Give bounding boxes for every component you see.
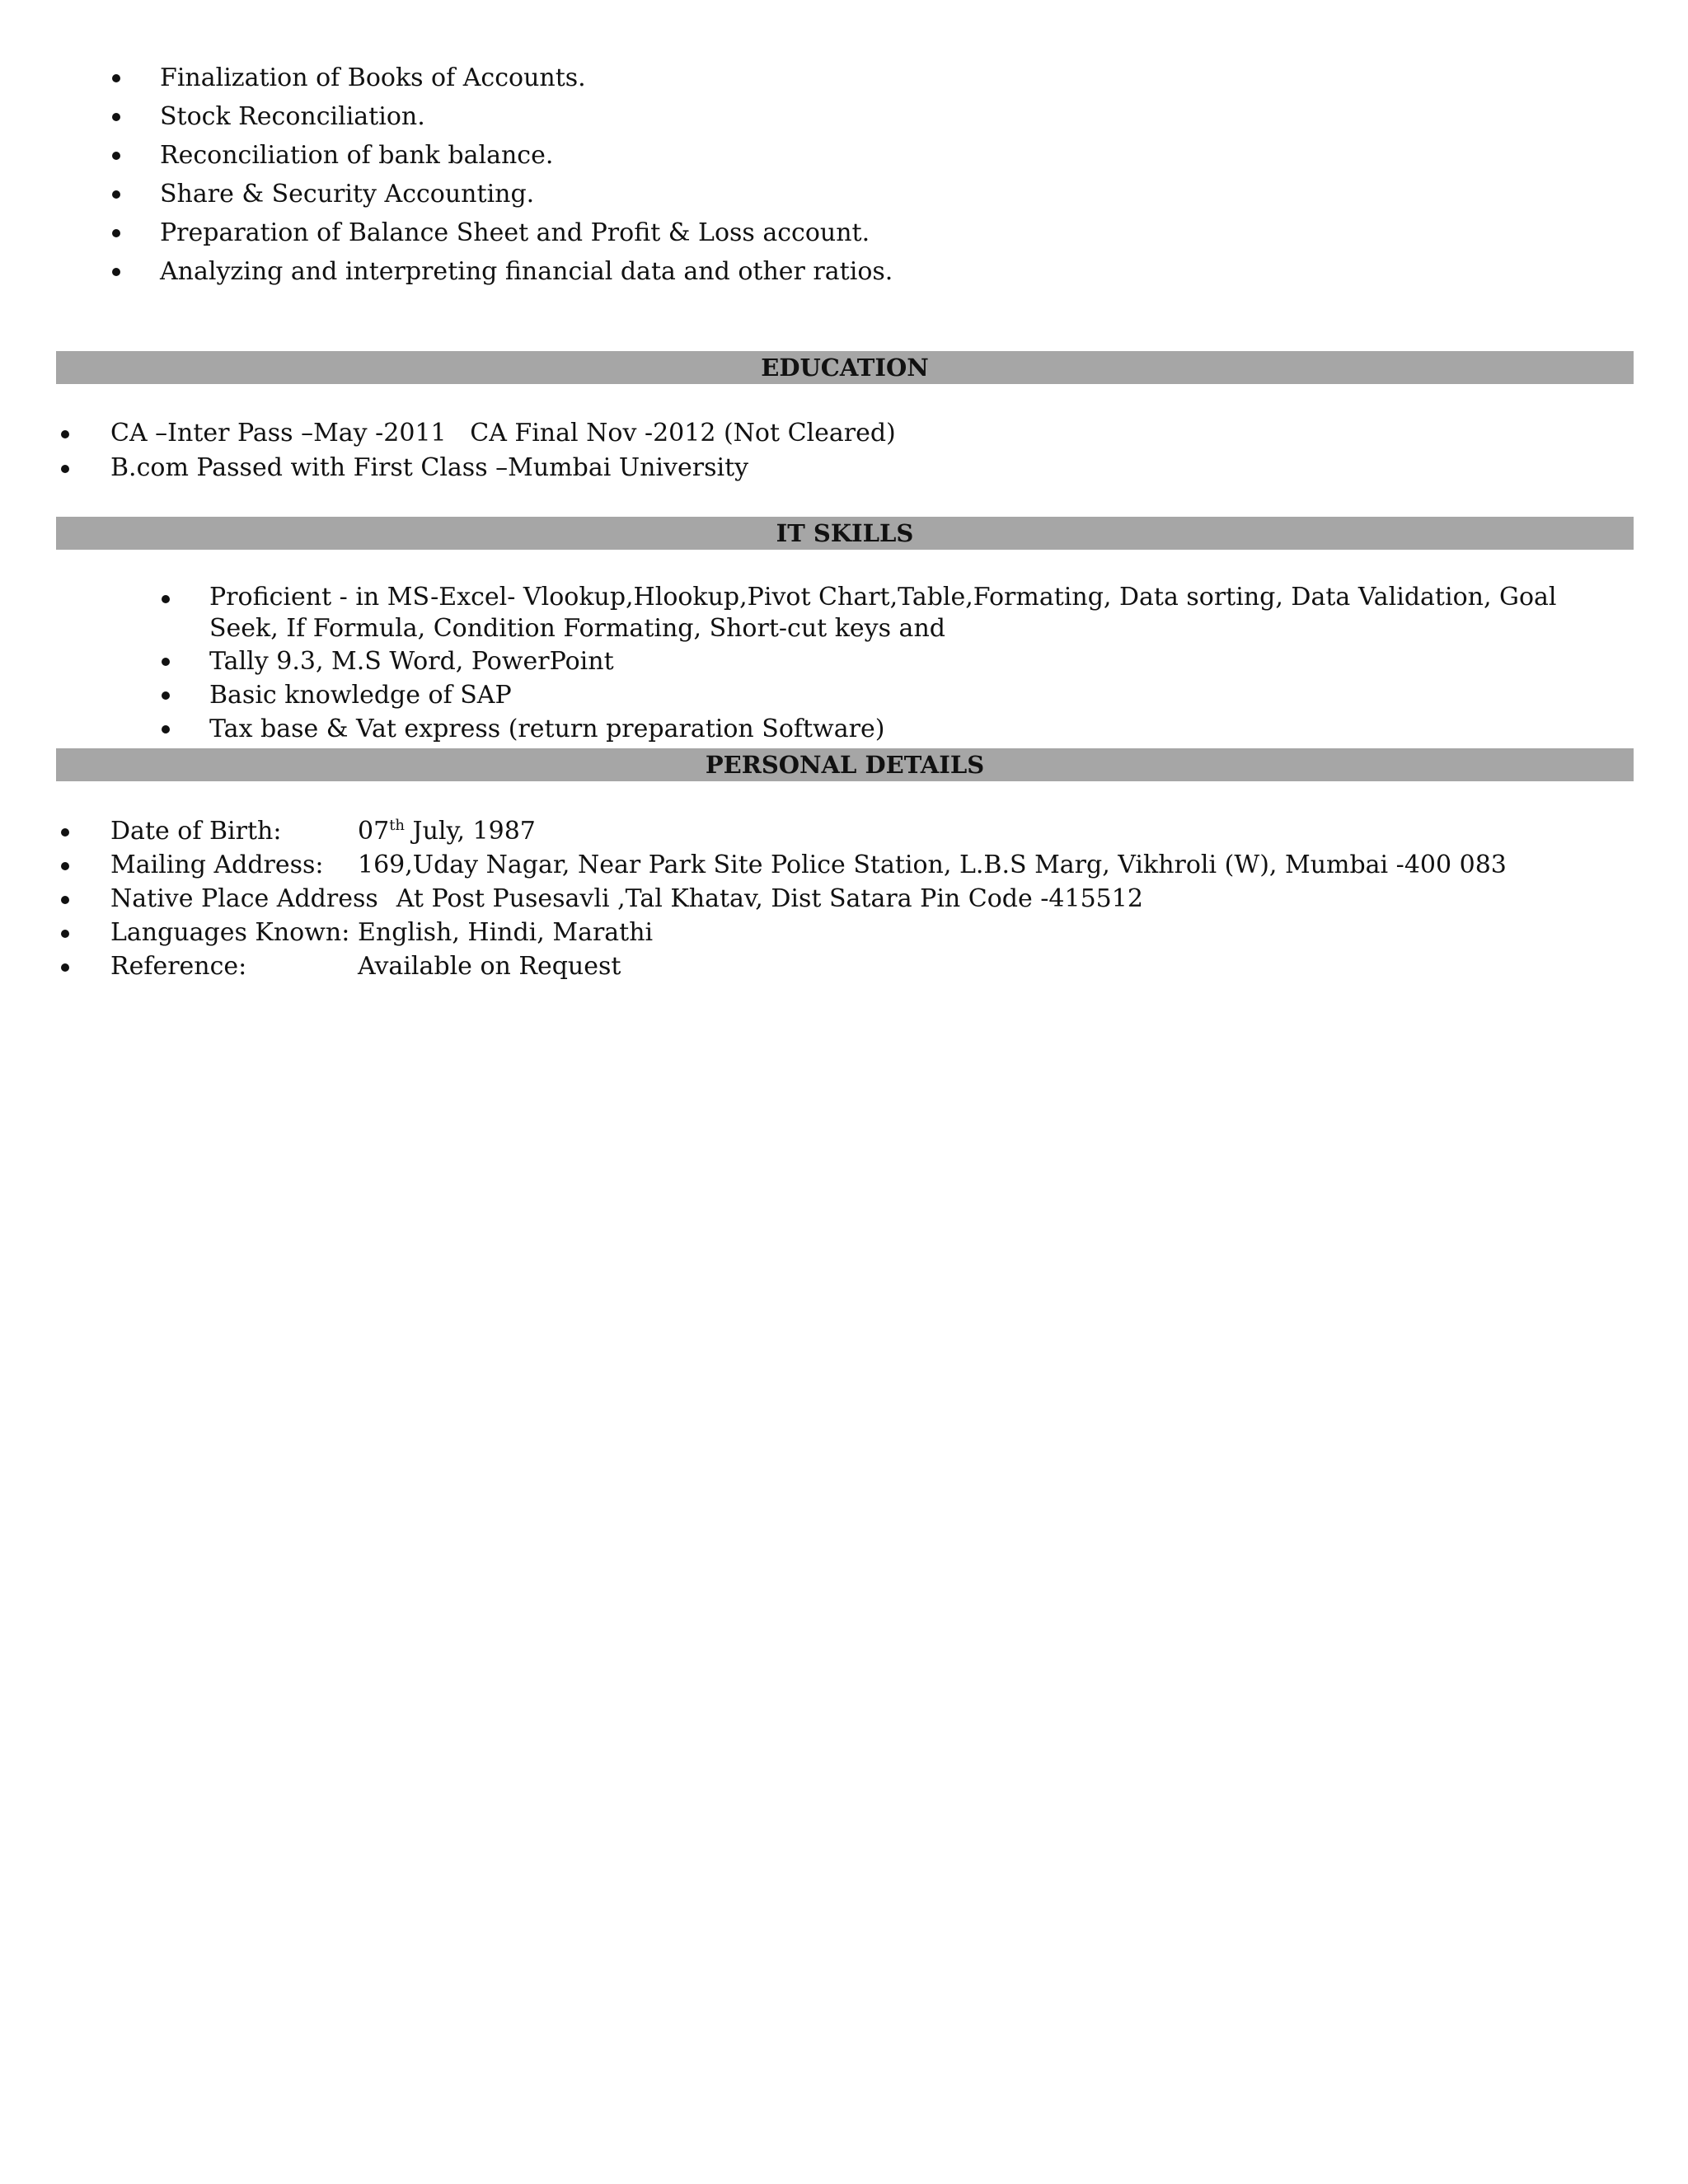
mailing-value: 169,Uday Nagar, Near Park Site Police Station, L.B.S Marg, Vikhroli (W), Mumbai -400 083 [358,851,1507,879]
list-item [112,97,893,136]
dob-label: Date of Birth: [110,817,282,846]
list-item-text: Basic knowledge of SAP [209,681,512,710]
list-item [61,848,1507,882]
bullet-icon [61,430,69,438]
bullet-icon [112,190,120,199]
dob-suffix: th [389,817,406,834]
bullet-icon [112,152,120,160]
bullet-icon [112,113,120,121]
list-item-text: Preparation of Balance Sheet and Profit & Loss account. [160,218,870,247]
languages-value: English, Hindi, Marathi [358,918,654,947]
list-item-text: Stock Reconciliation. [160,102,425,131]
bullet-icon [61,862,69,870]
list-item [112,252,893,291]
list-item [112,59,893,97]
list-item-text: CA –Inter Pass –May -2011 CA Final Nov -2012 (Not Cleared) [110,419,896,448]
list-item [112,136,893,175]
education-heading: EDUCATION [56,351,1634,384]
bullet-icon [162,725,170,733]
list-item-text: Finalization of Books of Accounts. [160,63,586,92]
list-item [162,644,1561,678]
bullet-icon [61,930,69,938]
education-list [61,416,896,485]
bullet-icon [162,658,170,666]
languages-label: Languages Known: [110,918,350,947]
list-item [112,213,893,252]
list-item [162,712,1561,746]
personal-details-heading: PERSONAL DETAILS [56,748,1634,781]
list-item [61,916,1507,949]
list-item-text: Tax base & Vat express (return preparation Software) [209,715,885,743]
dob-day: 07 [358,817,390,846]
bullet-icon [112,229,120,237]
list-item-text: Reconciliation of bank balance. [160,141,554,170]
personal-details-list [61,814,1507,983]
bullet-icon [112,74,120,82]
bullet-icon [61,465,69,473]
bullet-icon [162,691,170,700]
bullet-icon [61,828,69,837]
list-item [61,814,1507,848]
list-item [162,582,1561,644]
list-item [162,678,1561,712]
bullet-icon [112,268,120,276]
list-item [112,175,893,213]
list-item [61,949,1507,983]
reference-value: Available on Request [358,952,621,981]
list-item-text: Share & Security Accounting. [160,180,535,209]
native-label: Native Place Address [110,884,378,913]
bullet-icon [61,896,69,904]
list-item [61,416,896,451]
list-item [61,882,1507,916]
it-skills-heading: IT SKILLS [56,517,1634,550]
list-item-text: B.com Passed with First Class –Mumbai University [110,453,749,482]
list-item-text: Tally 9.3, M.S Word, PowerPoint [209,647,614,676]
list-item-text: Proficient - in MS-Excel- Vlookup,Hlookup,Pivot Chart,Table,Formating, Data sorting, Data Validation, Goal Seek, If Formula, Condition Formating, Short-cut keys and [209,583,1557,643]
bullet-icon [61,963,69,972]
it-skills-list [162,582,1561,746]
native-value: At Post Pusesavli ,Tal Khatav, Dist Satara Pin Code -415512 [396,884,1143,913]
list-item-text: Analyzing and interpreting financial data and other ratios. [160,257,893,286]
bullet-icon [162,595,170,603]
accounting-tasks-list [112,59,893,291]
list-item [61,451,896,485]
dob-rest: July, 1987 [405,817,536,846]
reference-label: Reference: [110,952,247,981]
mailing-label: Mailing Address: [110,851,324,879]
